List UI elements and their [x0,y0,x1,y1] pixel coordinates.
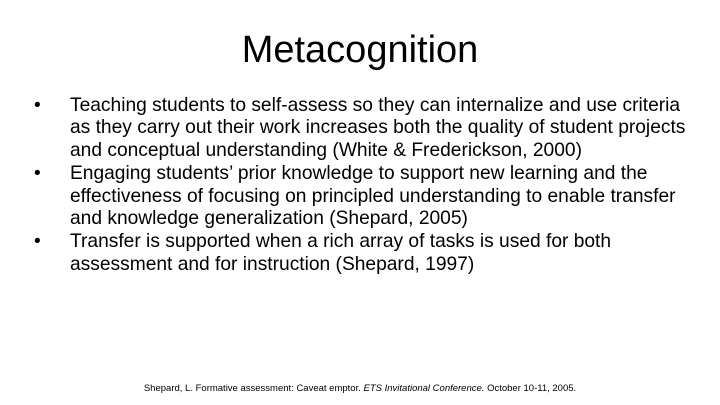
slide-title: Metacognition [241,29,479,71]
bullet-list [32,95,692,277]
footer-citation [0,383,720,395]
bullet-icon: • [34,95,41,116]
citation-end: October 10-11, 2005. [487,383,577,394]
bullet-text: Transfer is supported when a rich array of tasks is used for both assessment and for instruction (Shepard, 1997) [70,231,612,275]
citation-source: ETS Invitational Conference. [363,383,485,394]
bullet-icon: • [34,163,41,185]
bullet-text: Engaging students’ prior knowledge to support new learning and the effectiveness of focusing on principled understanding to enable transfer and knowledge generalization (Shepard, 2005) [70,163,676,230]
bullet-text: Teaching students to self-assess so they can internalize and use criteria as they carry out their work increases both the quality of student projects and conceptual understanding (White & Frederickson, 2000) [70,95,686,161]
citation-start: Shepard, L. Formative assessment: Caveat emptor. [143,383,361,394]
bullet-item [32,231,692,276]
bullet-item [32,95,692,162]
bullet-icon: • [34,231,41,253]
bullet-item [32,163,692,230]
